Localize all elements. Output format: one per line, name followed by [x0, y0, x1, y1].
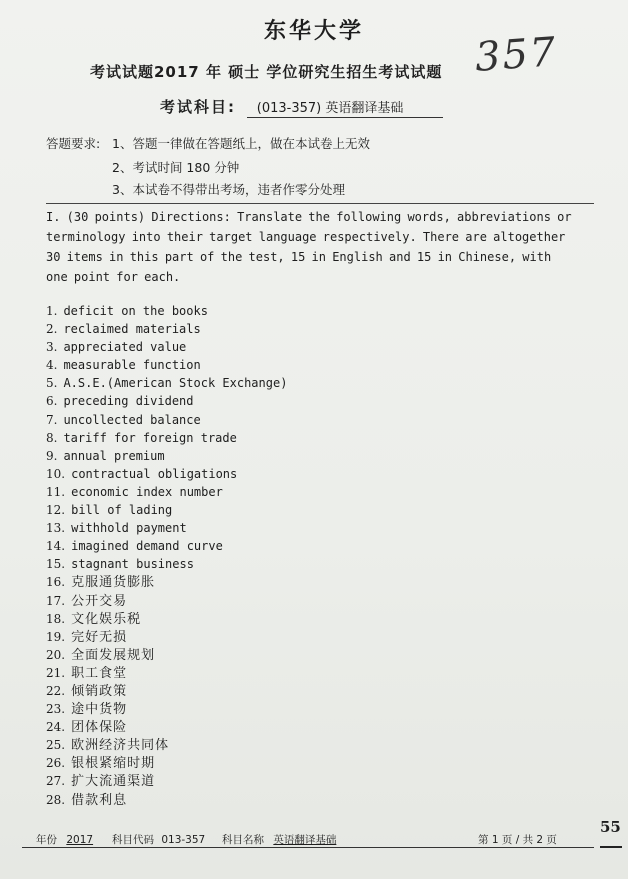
term-text: 欧洲经济共同体 — [71, 738, 170, 754]
term-text: 克服通货膨胀 — [71, 575, 156, 591]
term-text: measurable function — [63, 358, 201, 373]
requirement-item: 3、本试卷不得带出考场，违者作零分处理 — [112, 182, 345, 197]
term-item — [46, 555, 287, 573]
term-item — [46, 519, 287, 537]
term-number: 22. — [46, 683, 66, 698]
term-number: 6. — [46, 394, 58, 409]
term-number: 25. — [46, 738, 66, 753]
term-number: 2. — [46, 322, 58, 337]
term-text: 文化娱乐税 — [71, 611, 142, 627]
term-text: 途中货物 — [71, 702, 128, 718]
term-number: 28. — [46, 792, 66, 807]
term-text: 银根紧缩时期 — [71, 756, 156, 772]
term-item — [46, 483, 287, 501]
term-text: stagnant business — [71, 557, 194, 572]
term-item — [46, 392, 287, 410]
term-item — [46, 791, 287, 809]
footer-year-label: 年份 — [36, 834, 57, 846]
handwritten-code: 357 — [473, 29, 559, 81]
requirement-row-2 — [46, 158, 239, 176]
term-number: 9. — [46, 448, 58, 463]
term-item — [46, 537, 287, 555]
term-number: 10. — [46, 466, 66, 481]
term-text: imagined demand curve — [71, 539, 223, 554]
footer-year — [36, 832, 93, 847]
university-name: 东华大学 — [263, 19, 364, 44]
term-text: contractual obligations — [71, 466, 238, 481]
term-number: 8. — [46, 430, 58, 445]
term-text: 公开交易 — [71, 593, 128, 609]
term-item — [46, 374, 287, 392]
requirement-item: 2、考试时间 180 分钟 — [112, 160, 240, 175]
term-item — [46, 664, 287, 682]
term-text: 团体保险 — [71, 720, 128, 736]
exam-title: 考试试题2017 年 硕士 学位研究生招生考试试题 — [90, 63, 443, 81]
page-number: 55 — [600, 818, 621, 836]
term-number: 27. — [46, 774, 66, 789]
subject-label: 考试科目: — [160, 98, 236, 116]
term-item — [46, 338, 287, 356]
requirement-item: 1、答题一律做在答题纸上，做在本试卷上无效 — [112, 136, 370, 151]
requirement-row-3 — [46, 180, 345, 198]
term-item — [46, 411, 287, 429]
term-text: 倾销政策 — [71, 683, 128, 699]
term-number: 5. — [46, 376, 58, 391]
term-item — [46, 736, 287, 754]
term-number: 1. — [46, 304, 58, 318]
term-text: A.S.E.(American Stock Exchange) — [63, 376, 288, 391]
term-text: bill of lading — [71, 503, 173, 518]
term-item — [46, 772, 287, 790]
term-item — [46, 592, 287, 610]
term-text: tariff for foreign trade — [63, 430, 237, 445]
footer-name — [222, 832, 336, 847]
term-number: 3. — [46, 340, 58, 355]
term-number: 4. — [46, 358, 58, 373]
term-text: withhold payment — [71, 521, 187, 536]
section1-directions: I. (30 points) Directions: Translate the following words, abbreviations or terminology into their target language respectively. There are altogether 30 items in this part of the test, 15 in English and 15 in Chinese, with one point for each. — [46, 210, 572, 284]
term-text: annual premium — [63, 448, 165, 463]
term-item — [46, 447, 287, 465]
term-number: 26. — [46, 756, 66, 771]
term-number: 19. — [46, 629, 66, 644]
term-number: 11. — [46, 484, 66, 499]
term-item — [46, 628, 287, 646]
term-item — [46, 754, 287, 772]
term-text: economic index number — [71, 484, 223, 499]
term-number: 16. — [46, 575, 66, 590]
footer-code — [112, 832, 205, 847]
footer-name-label: 科目名称 — [222, 834, 264, 846]
term-number: 17. — [46, 593, 66, 608]
footer-year-value: 2017 — [66, 834, 94, 846]
term-item — [46, 573, 287, 591]
term-number: 24. — [46, 720, 66, 735]
term-text: appreciated value — [63, 340, 187, 355]
footer-name-value: 英语翻译基础 — [273, 834, 337, 846]
footer-divider — [22, 847, 594, 848]
page-number-underline — [600, 846, 622, 848]
term-item — [46, 320, 287, 338]
term-text: deficit on the books — [63, 304, 208, 318]
term-text: uncollected balance — [63, 412, 201, 427]
term-text: 借款利息 — [71, 792, 128, 808]
term-item — [46, 465, 287, 483]
term-text: 扩大流通渠道 — [71, 774, 156, 790]
subject-row — [160, 96, 443, 118]
term-number: 12. — [46, 503, 66, 518]
term-text: preceding dividend — [63, 394, 194, 409]
term-number: 23. — [46, 702, 66, 717]
term-item — [46, 610, 287, 628]
term-item — [46, 302, 287, 320]
footer-page: 第 1 页 / 共 2 页 — [478, 834, 557, 846]
term-item — [46, 682, 287, 700]
term-item — [46, 700, 287, 718]
term-text: 职工食堂 — [71, 665, 128, 681]
term-number: 7. — [46, 412, 58, 427]
term-number: 14. — [46, 539, 66, 554]
footer-code-label: 科目代码 — [112, 834, 154, 846]
term-number: 15. — [46, 557, 66, 572]
term-number: 21. — [46, 665, 66, 680]
term-number: 13. — [46, 521, 66, 536]
term-number: 20. — [46, 647, 66, 662]
requirements-heading: 答题要求: — [46, 136, 101, 151]
term-number: 18. — [46, 611, 66, 626]
term-text: 全面发展规划 — [71, 647, 156, 663]
term-item — [46, 356, 287, 374]
subject-value: (013-357) 英语翻译基础 — [247, 97, 444, 118]
term-item — [46, 429, 287, 447]
term-item — [46, 718, 287, 736]
term-list — [46, 302, 287, 809]
requirement-row-1 — [46, 134, 370, 152]
section-divider — [46, 203, 594, 204]
term-text: 完好无损 — [71, 629, 128, 645]
term-item — [46, 501, 287, 519]
term-text: reclaimed materials — [63, 322, 201, 337]
term-item — [46, 646, 287, 664]
footer-code-value: 013-357 — [161, 834, 206, 846]
